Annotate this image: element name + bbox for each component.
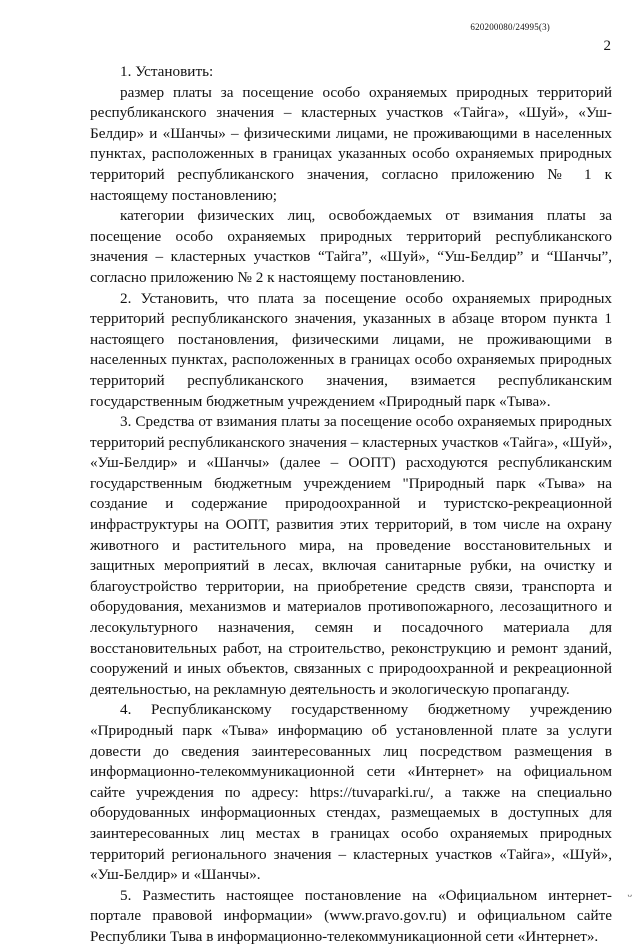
paragraph-fee-size: размер платы за посещение особо охраняемых природных территорий республиканского значения – кластерных участков «Тайга», «Шуй», «Уш-Белдир» и «Шанчы» – физическими лицами, не проживающими в населенных пунктах, расположенных в границах указанных особо охраняемых природных территорий республиканского значения, согласно приложению № 1 к настоящему постановлению; [90,83,612,204]
document-body [90,62,612,948]
page-number: 2 [603,38,611,54]
document-code: 620200080/24995(3) [470,22,550,32]
paragraph-item-1-heading: 1. Установить: [120,63,214,80]
paragraph-item-4: 4. Республиканскому государственному бюджетному учреждению «Природный парк «Тыва» информацию об установленной плате за услуги довести до сведения заинтересованных лиц посредством размещения в информационно-телекоммуникационной сети «Интернет» на официальном сайте учреждения по адресу: https://tuvaparki.ru/, а также на специально оборудованных информационных стендах, размещаемых в доступных для заинтересованных лиц местах в границах особо охраняемых природных территорий регионального значения – кластерных участков «Тайга», «Шуй», «Уш-Белдир» и «Шанчы». [90,701,612,884]
corner-mark: ᴗ [627,889,632,899]
paragraph-item-5: 5. Разместить настоящее постановление на «Официальном интернет-портале правовой информации» (www.pravo.gov.ru) и официальном сайте Республики Тыва в информационно-телекоммуникационной сети «Интернет». [90,886,612,945]
paragraph-item-3: 3. Средства от взимания платы за посещение особо охраняемых природных территорий республиканского значения – кластерных участков «Тайга», «Шуй», «Уш-Белдир» и «Шанчы» (далее – ООПТ) расходуются республиканским государственным бюджетным учреждением "Природный парк «Тыва» на создание и содержание природоохранной и туристско-рекреационной инфраструктуры на ООПТ, развития этих территорий, в том числе на охрану животного и растительного мира, на проведение восстановительных и защитных мероприятий в лесах, включая санитарные рубки, на очистку и благоустройство территории, на приобретение средств связи, транспорта и оборудования, механизмов и материалов противопожарного, лесозащитного и лесокультурного назначения, семян и посадочного материала для восстановительных работ, на строительство, реконструкцию и ремонт зданий, сооружений и иных объектов, связанных с природоохранной и рекреационной деятельностью, на рекламную деятельность и экологическую пропаганду. [90,413,612,698]
paragraph-item-2: 2. Установить, что плата за посещение особо охраняемых природных территорий республиканского значения, указанных в абзаце втором пункта 1 настоящего постановления, физическими лицами, не проживающими в населенных пунктах, расположенных в границах особо охраняемых природных территорий республиканского значения, взимается республиканским государственным бюджетным учреждением «Природный парк «Тыва». [90,289,612,410]
paragraph-exempt-categories: категории физических лиц, освобождаемых от взимания платы за посещение особо охраняемых природных территорий республиканского значения – кластерных участков “Тайга”, «Шуй», “Уш-Белдир” и “Шанчы”, согласно приложению № 2 к настоящему постановлению. [90,207,612,286]
